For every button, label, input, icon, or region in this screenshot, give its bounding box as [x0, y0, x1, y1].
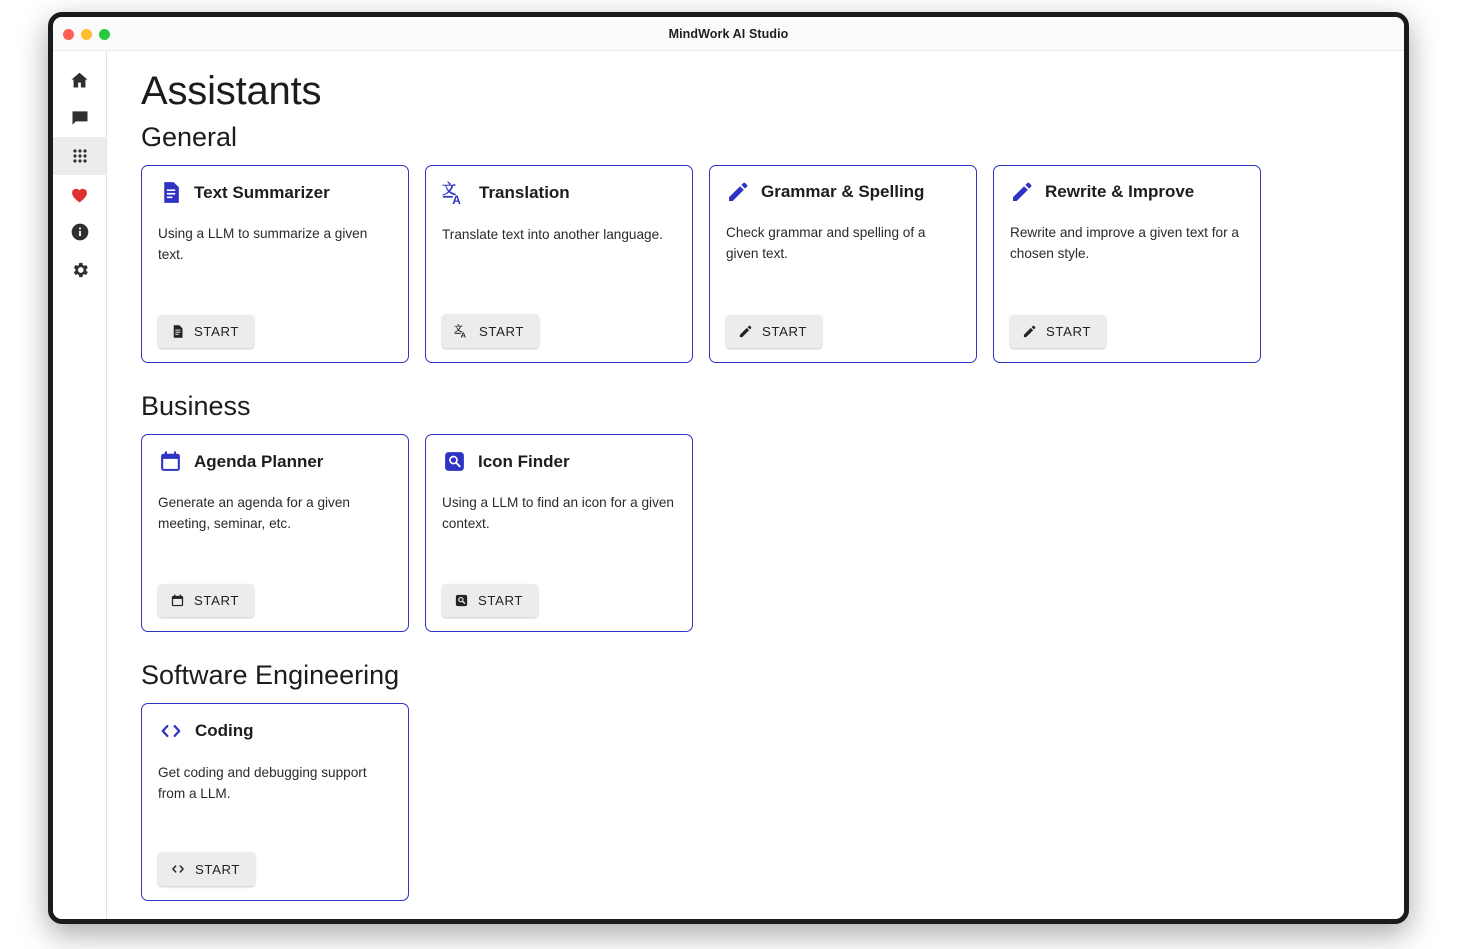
start-button-icon-finder[interactable]: [442, 584, 538, 617]
gear-icon: [70, 260, 90, 280]
document-text-icon: [170, 324, 185, 339]
heart-icon: [69, 184, 90, 205]
card-header: [158, 718, 392, 744]
card-title: Text Summarizer: [194, 182, 330, 202]
card-row-general: [141, 165, 1378, 363]
document-text-icon: [158, 180, 183, 205]
pencil-icon: [738, 324, 753, 339]
calendar-icon: [158, 449, 183, 474]
svg-text:A: A: [460, 330, 467, 339]
card-row-software-engineering: [141, 703, 1378, 901]
card-header: [726, 180, 960, 204]
window-title: MindWork AI Studio: [668, 26, 789, 41]
assistant-card-icon-finder[interactable]: [425, 434, 693, 632]
assistant-card-grammar-spelling[interactable]: [709, 165, 977, 363]
code-brackets-icon: [158, 718, 184, 744]
group-title-general: General: [141, 122, 238, 152]
sidebar-item-home[interactable]: [53, 61, 106, 99]
sidebar-item-chat[interactable]: [53, 99, 106, 137]
start-button-coding[interactable]: [158, 852, 255, 886]
title-bar: [53, 17, 1404, 51]
window-controls[interactable]: [63, 29, 110, 40]
assistant-card-text-summarizer[interactable]: [141, 165, 409, 363]
start-button-agenda-planner[interactable]: [158, 584, 254, 617]
start-button-label: START: [478, 593, 524, 608]
card-description: Using a LLM to find an icon for a given context.: [442, 495, 674, 532]
card-title: Rewrite & Improve: [1045, 182, 1195, 201]
card-description: Check grammar and spelling of a given text.: [726, 225, 926, 262]
card-title: Agenda Planner: [194, 451, 324, 471]
sidebar-item-favorites[interactable]: [53, 175, 106, 213]
card-description: Rewrite and improve a given text for a chosen style.: [1010, 225, 1239, 262]
assistant-card-coding[interactable]: [141, 703, 409, 901]
card-title: Icon Finder: [478, 451, 570, 471]
assistant-card-rewrite-improve[interactable]: [993, 165, 1261, 363]
assistant-card-agenda-planner[interactable]: [141, 434, 409, 632]
card-header: [158, 449, 392, 474]
card-description: Translate text into another language.: [442, 227, 663, 242]
card-title: Translation: [479, 183, 570, 202]
card-title: Grammar & Spelling: [761, 182, 925, 201]
calendar-icon: [170, 593, 185, 608]
start-button-label: START: [194, 324, 240, 339]
start-button-text-summarizer[interactable]: [158, 315, 254, 348]
svg-text:A: A: [452, 192, 461, 206]
card-header: [1010, 180, 1244, 204]
window-body: [53, 51, 1404, 919]
translate-icon: [442, 180, 468, 206]
main-content: [107, 51, 1404, 919]
card-title: Coding: [195, 721, 254, 740]
chat-icon: [70, 108, 90, 128]
app-window: [48, 12, 1409, 924]
sidebar-item-about[interactable]: [53, 213, 106, 251]
image-search-icon: [454, 593, 469, 608]
start-button-label: START: [194, 593, 240, 608]
sidebar: [53, 51, 107, 919]
maximize-window-button[interactable]: [99, 29, 110, 40]
group-title-business: Business: [141, 391, 251, 421]
start-button-label: START: [195, 861, 241, 877]
card-header: [158, 180, 392, 205]
pencil-icon: [726, 180, 750, 204]
svg-text:文: 文: [442, 181, 457, 198]
card-description: Using a LLM to summarize a given text.: [158, 226, 368, 263]
assistant-card-translation[interactable]: [425, 165, 693, 363]
close-window-button[interactable]: [63, 29, 74, 40]
apps-grid-icon: [70, 146, 90, 166]
translate-icon: [454, 323, 470, 339]
minimize-window-button[interactable]: [81, 29, 92, 40]
svg-text:文: 文: [454, 323, 464, 334]
home-icon: [69, 70, 90, 91]
card-header: [442, 449, 676, 474]
card-description: Get coding and debugging support from a LLM.: [158, 765, 367, 802]
start-button-grammar-spelling[interactable]: [726, 315, 822, 348]
card-row-business: [141, 434, 1378, 632]
group-title-software-engineering: Software Engineering: [141, 660, 400, 690]
sidebar-item-settings[interactable]: [53, 251, 106, 289]
start-button-label: START: [1046, 324, 1092, 339]
page-title: Assistants: [141, 69, 322, 113]
sidebar-item-assistants[interactable]: [53, 137, 106, 175]
start-button-translation[interactable]: [442, 314, 539, 348]
start-button-rewrite-improve[interactable]: [1010, 315, 1106, 348]
info-icon: [70, 222, 90, 242]
code-brackets-icon: [170, 861, 186, 877]
pencil-icon: [1010, 180, 1034, 204]
card-description: Generate an agenda for a given meeting, seminar, etc.: [158, 495, 350, 532]
start-button-label: START: [762, 324, 808, 339]
image-search-icon: [442, 449, 467, 474]
pencil-icon: [1022, 324, 1037, 339]
start-button-label: START: [479, 323, 525, 339]
card-header: [442, 180, 676, 206]
